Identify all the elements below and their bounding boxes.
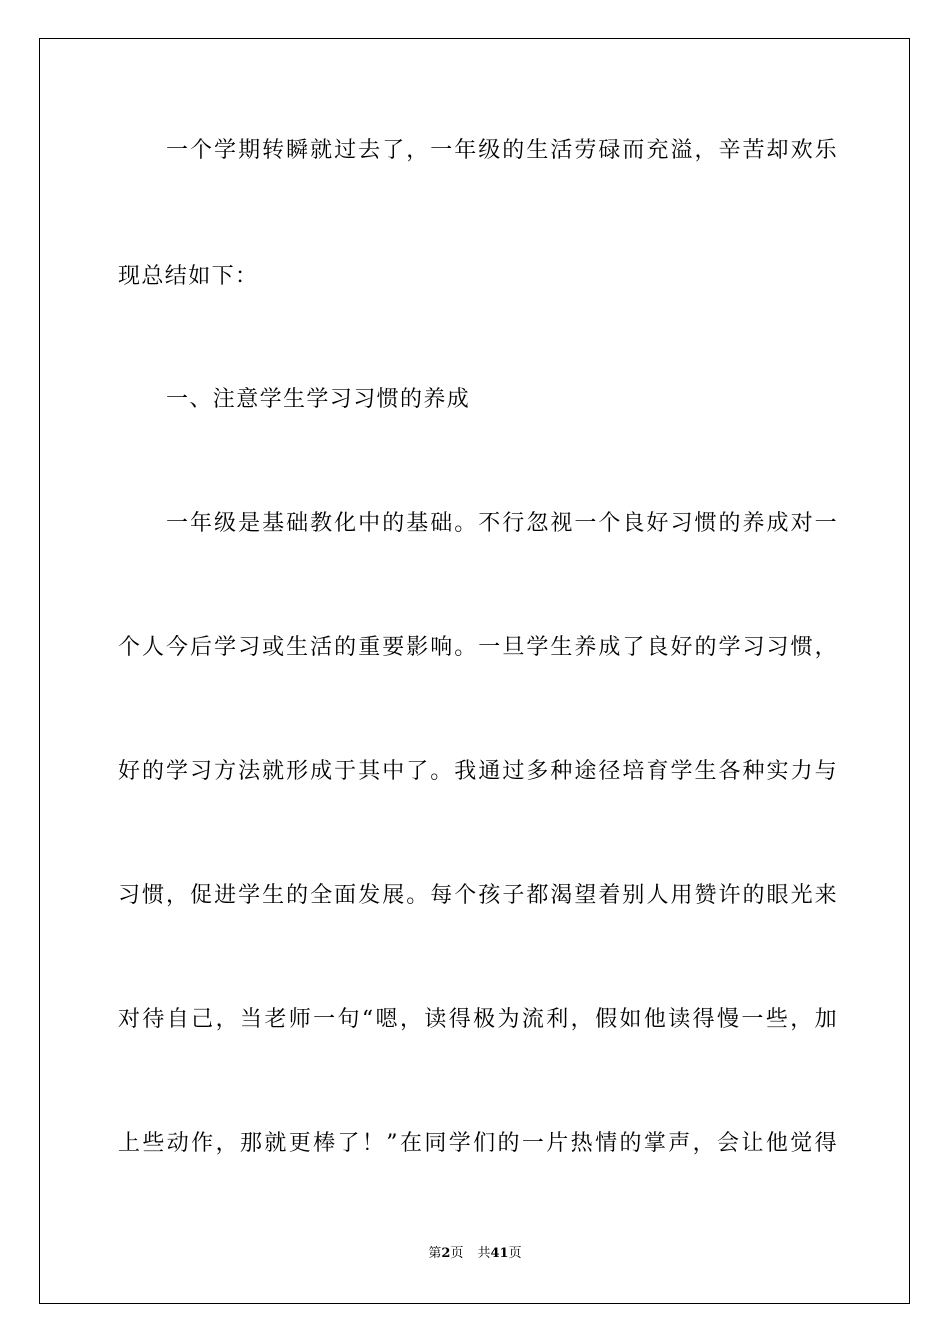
paragraph-line-1: 一个学期转瞬就过去了，一年级的生活劳碌而充溢，辛苦却欢乐 (166, 138, 838, 163)
footer-total-suffix: 页 (508, 1246, 522, 1261)
paragraph-line-7: 对待自己，当老师一句“嗯，读得极为流利，假如他读得慢一些，加 (118, 1007, 838, 1032)
footer-page-current: 2 (441, 1246, 451, 1261)
page-footer (0, 1245, 950, 1263)
paragraph-line-3: 一年级是基础教化中的基础。不行忽视一个良好习惯的养成对一 (166, 511, 838, 536)
footer-page-total: 41 (490, 1246, 509, 1261)
section-heading: 一、注意学生学习习惯的养成 (166, 387, 471, 412)
paragraph-line-2: 现总结如下： (118, 264, 259, 289)
footer-page-prefix: 第 (428, 1246, 442, 1261)
paragraph-line-6: 习惯，促进学生的全面发展。每个孩子都渴望着别人用赞许的眼光来 (118, 883, 838, 908)
paragraph-line-8: 上些动作，那就更棒了！”在同学们的一片热情的掌声，会让他觉得 (118, 1131, 838, 1156)
paragraph-line-5: 好的学习方法就形成于其中了。我通过多种途径培育学生各种实力与 (118, 759, 838, 784)
footer-total-prefix: 共 (477, 1246, 491, 1261)
paragraph-line-4: 个人今后学习或生活的重要影响。一旦学生养成了良好的学习习惯， (118, 635, 838, 660)
footer-page-suffix: 页 (450, 1246, 464, 1261)
page-border (39, 38, 910, 1304)
